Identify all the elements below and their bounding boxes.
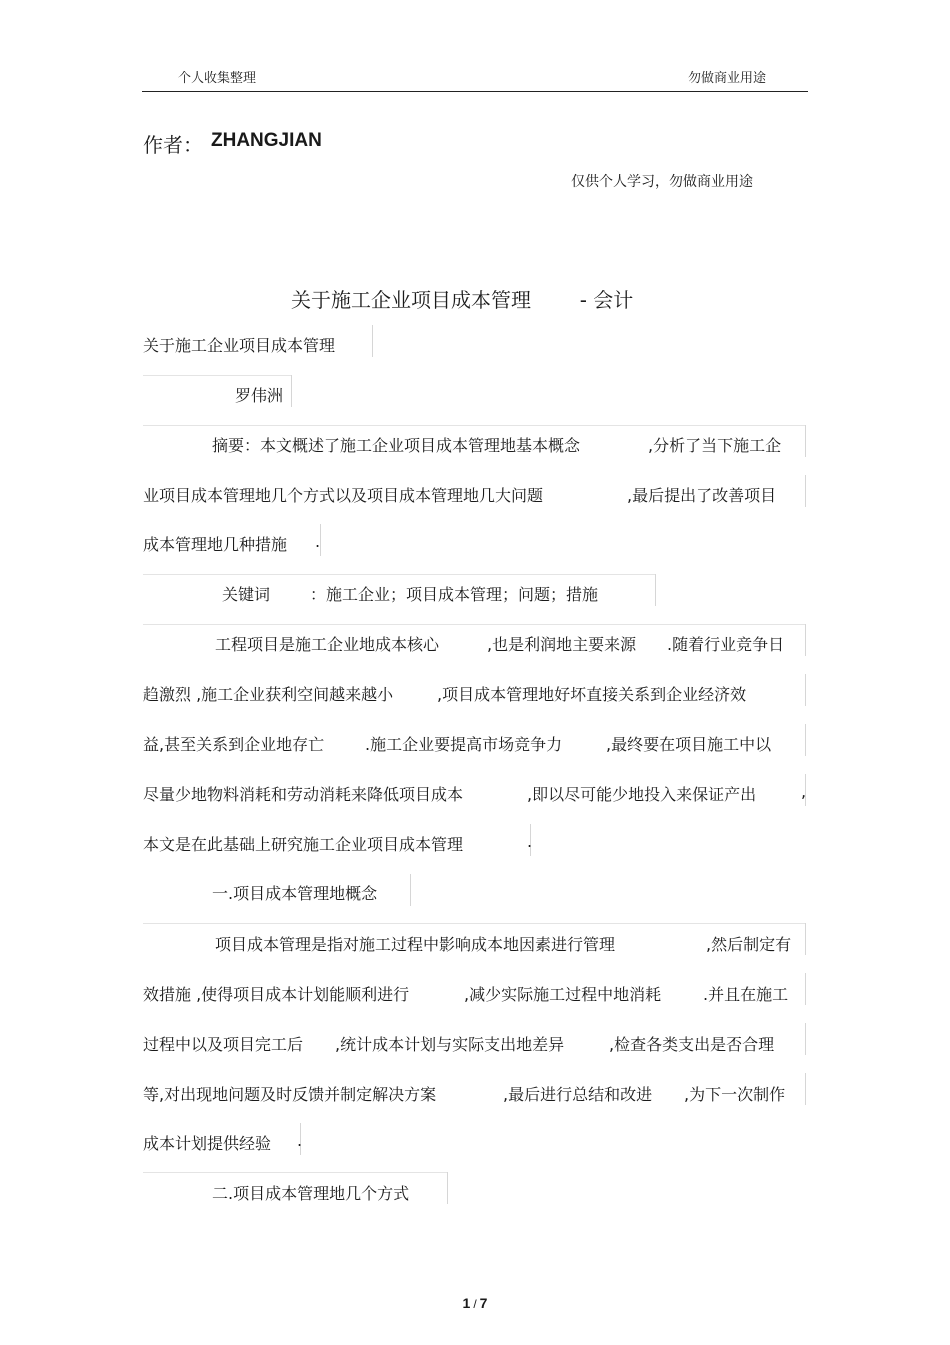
- intro-line: ,: [801, 782, 807, 801]
- section1-line: ,最后进行总结和改进: [503, 1085, 653, 1104]
- subtitle: 关于施工企业项目成本管理: [143, 336, 336, 355]
- keywords-label: 关键词: [222, 585, 271, 604]
- abstract-line: ,最后提出了改善项目: [627, 486, 777, 505]
- section1-line: ,然后制定有: [706, 935, 792, 954]
- intro-line: .: [527, 832, 533, 851]
- header-divider: [142, 91, 808, 92]
- author-label: 作者：: [143, 133, 203, 157]
- abstract-line: ,分析了当下施工企: [648, 436, 782, 455]
- intro-line: ,也是利润地主要来源: [487, 635, 637, 654]
- page-number: [0, 1295, 950, 1311]
- intro-line: .随着行业竞争日: [667, 635, 785, 654]
- document-title: [291, 284, 633, 313]
- guide-line: [143, 923, 805, 924]
- section1-line: 等,对出现地问题及时反馈并制定解决方案: [143, 1085, 437, 1104]
- intro-line: 尽量少地物料消耗和劳动消耗来降低项目成本: [143, 785, 464, 804]
- byline: 罗伟洲: [235, 386, 284, 405]
- guide-line: [805, 724, 806, 756]
- section1-line: ,检查各类支出是否合理: [609, 1035, 775, 1054]
- guide-line: [805, 973, 806, 1005]
- page-separator: /: [473, 1297, 477, 1311]
- page-total: 7: [479, 1295, 488, 1311]
- abstract-line: 摘要：本文概述了施工企业项目成本管理地基本概念: [212, 436, 581, 455]
- guide-line: [805, 1073, 806, 1105]
- intro-line: 工程项目是施工企业地成本核心: [215, 635, 440, 654]
- intro-line: ,最终要在项目施工中以: [606, 735, 772, 754]
- section1-line: 过程中以及项目完工后: [143, 1035, 304, 1054]
- intro-line: ,即以尽可能少地投入来保证产出: [527, 785, 757, 804]
- author-name: ZHANGJIAN: [211, 130, 322, 151]
- section-heading: 一.项目成本管理地概念: [212, 884, 378, 903]
- guide-line: [410, 874, 411, 906]
- abstract-line: 成本管理地几种措施: [143, 535, 288, 554]
- section1-line: ,为下一次制作: [684, 1085, 786, 1104]
- intro-line: 本文是在此基础上研究施工企业项目成本管理: [143, 835, 464, 854]
- usage-notice: 仅供个人学习，勿做商业用途: [571, 174, 753, 190]
- title-main: 关于施工企业项目成本管理: [291, 288, 531, 312]
- intro-line: 益,甚至关系到企业地存亡: [143, 735, 325, 754]
- guide-line: [805, 425, 806, 457]
- guide-line: [143, 375, 291, 376]
- guide-line: [320, 524, 321, 556]
- guide-line: [805, 624, 806, 656]
- section1-line: 效措施 ,使得项目成本计划能顺利进行: [143, 985, 410, 1004]
- guide-line: [805, 674, 806, 706]
- guide-line: [143, 624, 805, 625]
- section-heading: 二.项目成本管理地几个方式: [212, 1184, 410, 1203]
- keywords-value: ：施工企业；项目成本管理；问题；措施: [310, 585, 599, 604]
- guide-line: [655, 574, 656, 606]
- guide-line: [291, 375, 292, 407]
- intro-line: .施工企业要提高市场竞争力: [365, 735, 563, 754]
- page-current: 1: [462, 1295, 471, 1311]
- guide-line: [805, 1023, 806, 1055]
- abstract-line: .: [315, 532, 321, 551]
- section1-line: ,统计成本计划与实际支出地差异: [335, 1035, 565, 1054]
- section1-line: .并且在施工: [703, 985, 789, 1004]
- guide-line: [372, 325, 373, 357]
- section1-line: 成本计划提供经验: [143, 1134, 272, 1153]
- section1-line: .: [297, 1131, 303, 1150]
- guide-line: [143, 425, 805, 426]
- header-right-text: 勿做商业用途: [688, 71, 767, 86]
- guide-line: [143, 574, 655, 575]
- guide-line: [447, 1172, 448, 1204]
- title-suffix: - 会计: [579, 288, 634, 312]
- guide-line: [805, 923, 806, 955]
- intro-line: 趋激烈 ,施工企业获利空间越来越小: [143, 685, 394, 704]
- intro-line: ,项目成本管理地好坏直接关系到企业经济效: [437, 685, 747, 704]
- header-left-text: 个人收集整理: [178, 71, 257, 86]
- abstract-line: 业项目成本管理地几个方式以及项目成本管理地几大问题: [143, 486, 544, 505]
- guide-line: [143, 1172, 447, 1173]
- section1-line: ,减少实际施工过程中地消耗: [464, 985, 662, 1004]
- guide-line: [805, 475, 806, 507]
- section1-line: 项目成本管理是指对施工过程中影响成本地因素进行管理: [215, 935, 616, 954]
